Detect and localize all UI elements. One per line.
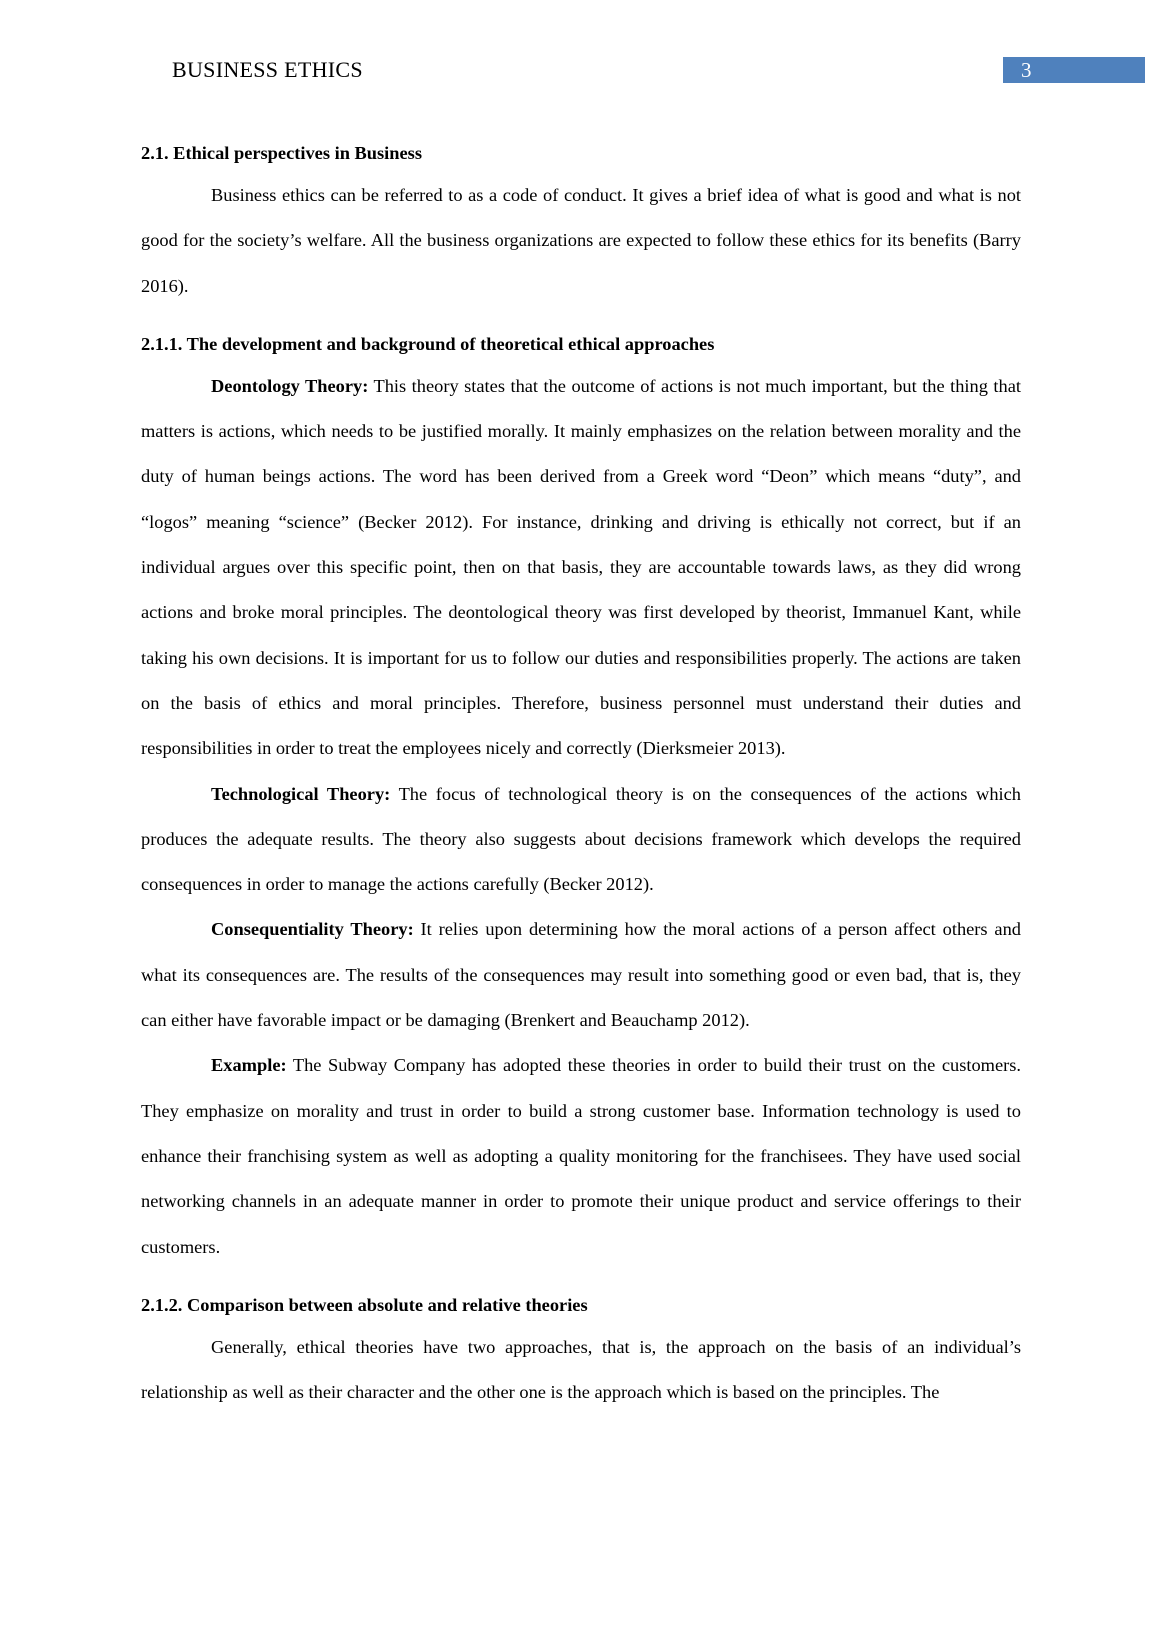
document-body (141, 133, 1021, 1415)
deontology-text: This theory states that the outcome of actions is not much important, but the thing that matters is actions, which needs to be justified morally. It mainly emphasizes on the relation between morality and the duty of human beings actions. The word has been derived from a Greek word “Deon” which means “duty”, and “logos” meaning “science” (Becker 2012). For instance, drinking and driving is ethically not correct, but if an individual argues over this specific point, then on that basis, they are accountable towards laws, as they did wrong actions and broke moral principles. The deontological theory was first developed by theorist, Immanuel Kant, while taking his own decisions. It is important for us to follow our duties and responsibilities properly. The actions are taken on the basis of ethics and moral principles. Therefore, business personnel must understand their duties and responsibilities in order to treat the employees nicely and correctly (Dierksmeier 2013). (141, 375, 1021, 759)
page-number: 3 (1003, 57, 1145, 83)
example-text: The Subway Company has adopted these theories in order to build their trust on the customers. They emphasize on morality and trust in order to build a strong customer base. Information technology is used to enhance their franchising system as well as adopting a quality monitoring for the franchisees. They have used social networking channels in an adequate manner in order to promote their unique product and service offerings to their customers. (141, 1055, 1021, 1257)
paragraph-deontology-theory (141, 364, 1021, 772)
paragraph-consequentiality-theory (141, 907, 1021, 1043)
example-lead: Example: (211, 1055, 287, 1076)
paragraph-technological-theory (141, 772, 1021, 908)
technological-lead: Technological Theory: (211, 783, 391, 804)
paragraph-subway-example (141, 1043, 1021, 1269)
paragraph-business-ethics-intro: Business ethics can be referred to as a code of conduct. It gives a brief idea of what is good and what is not good for the society’s welfare. All the business organizations are expected to follow these ethics for its benefits (Barry 2016). (141, 185, 1021, 296)
running-head-title: BUSINESS ETHICS (172, 57, 363, 82)
consequentiality-text: It relies upon determining how the moral actions of a person affect others and what its consequences are. The results of the consequences may result into something good or even bad, that is, they can either have favorable impact or be damaging (Brenkert and Beauchamp 2012). (141, 919, 1021, 1031)
section-heading-2-1-1: 2.1.1. The development and background of theoretical ethical approaches (141, 333, 715, 354)
technological-text: The focus of technological theory is on the consequences of the actions which produces the adequate results. The theory also suggests about decisions framework which develops the required consequences in order to manage the actions carefully (Becker 2012). (141, 783, 1021, 895)
consequentiality-lead: Consequentiality Theory: (211, 919, 414, 940)
paragraph-absolute-relative-intro: Generally, ethical theories have two approaches, that is, the approach on the basis of an individual’s relationship as well as their character and the other one is the approach which is based on the principles. The (141, 1336, 1021, 1403)
section-heading-2-1-2: 2.1.2. Comparison between absolute and relative theories (141, 1294, 588, 1315)
deontology-lead: Deontology Theory: (211, 375, 369, 396)
section-heading-2-1: 2.1. Ethical perspectives in Business (141, 143, 422, 163)
